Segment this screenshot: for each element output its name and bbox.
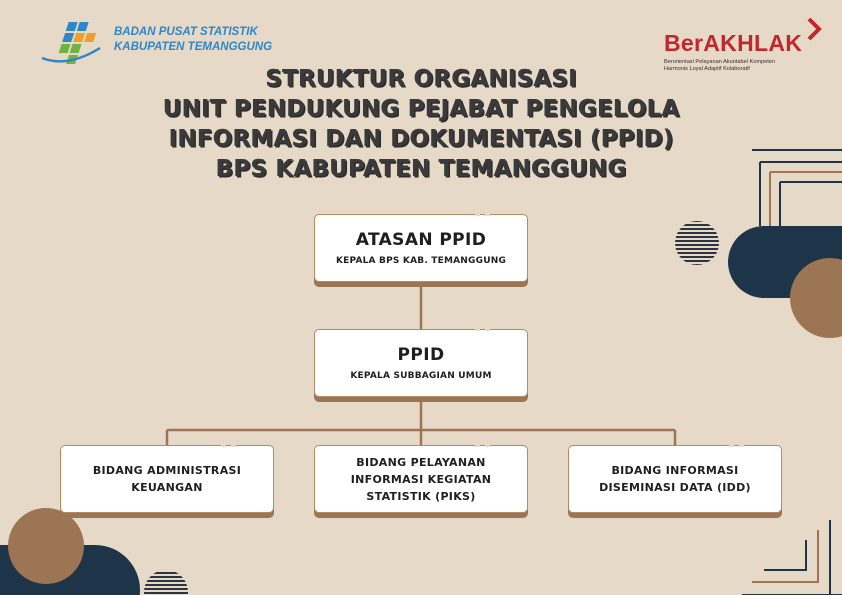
title-line4: BPS KABUPATEN TEMANGGUNG <box>215 156 627 182</box>
berakhlak-chevron-icon <box>806 16 824 42</box>
box-notch <box>729 444 734 447</box>
box-notch <box>221 444 226 447</box>
node-ppid <box>314 329 528 397</box>
node-admin-line2: KEUANGAN <box>131 481 203 494</box>
box-notch <box>475 328 480 331</box>
node-admin-line1: BIDANG ADMINISTRASI <box>92 464 242 477</box>
box-notch <box>485 213 490 216</box>
bps-name <box>114 25 272 55</box>
box-notch <box>231 444 236 447</box>
node-bidang-piks <box>314 445 528 513</box>
title-line2: UNIT PENDUKUNG PEJABAT PENGELOLA <box>162 96 680 122</box>
box-notch <box>475 213 480 216</box>
node-bidang-idd <box>568 445 782 513</box>
bps-name-line1: BADAN PUSAT STATISTIK <box>114 26 258 38</box>
node-atasan-ppid <box>314 214 528 282</box>
box-notch <box>485 328 490 331</box>
node-ppid-subtitle: KEPALA SUBBAGIAN UMUM <box>350 371 492 381</box>
berakhlak-tagline-line2: Harmonis Loyal Adaptif Kolaboratif <box>664 66 750 72</box>
bps-name-line2: KABUPATEN TEMANGGUNG <box>114 41 273 53</box>
title-line3: INFORMASI DAN DOKUMENTASI (PPID) <box>168 126 674 152</box>
node-idd-line1: BIDANG INFORMASI <box>611 464 739 477</box>
node-ppid-title: PPID <box>397 345 445 365</box>
title-line1: STRUKTUR ORGANISASI <box>265 66 577 92</box>
berakhlak-logo-word: BerAKHLAK <box>664 30 803 56</box>
box-notch <box>475 444 480 447</box>
node-piks-line2: INFORMASI KEGIATAN <box>350 472 492 486</box>
node-idd-line2: DISEMINASI DATA (IDD) <box>599 481 751 494</box>
node-piks-line3: STATISTIK (PIKS) <box>366 489 476 503</box>
node-piks-line1: BIDANG PELAYANAN <box>356 455 486 469</box>
box-notch <box>485 444 490 447</box>
page-title <box>100 64 742 184</box>
node-atasan-subtitle: KEPALA BPS KAB. TEMANGGUNG <box>335 256 507 266</box>
berakhlak-tagline-line1: Berorientasi Pelayanan Akuntabel Kompeten <box>664 59 776 65</box>
node-atasan-title: ATASAN PPID <box>355 230 487 250</box>
node-bidang-administrasi <box>60 445 274 513</box>
box-notch <box>739 444 744 447</box>
